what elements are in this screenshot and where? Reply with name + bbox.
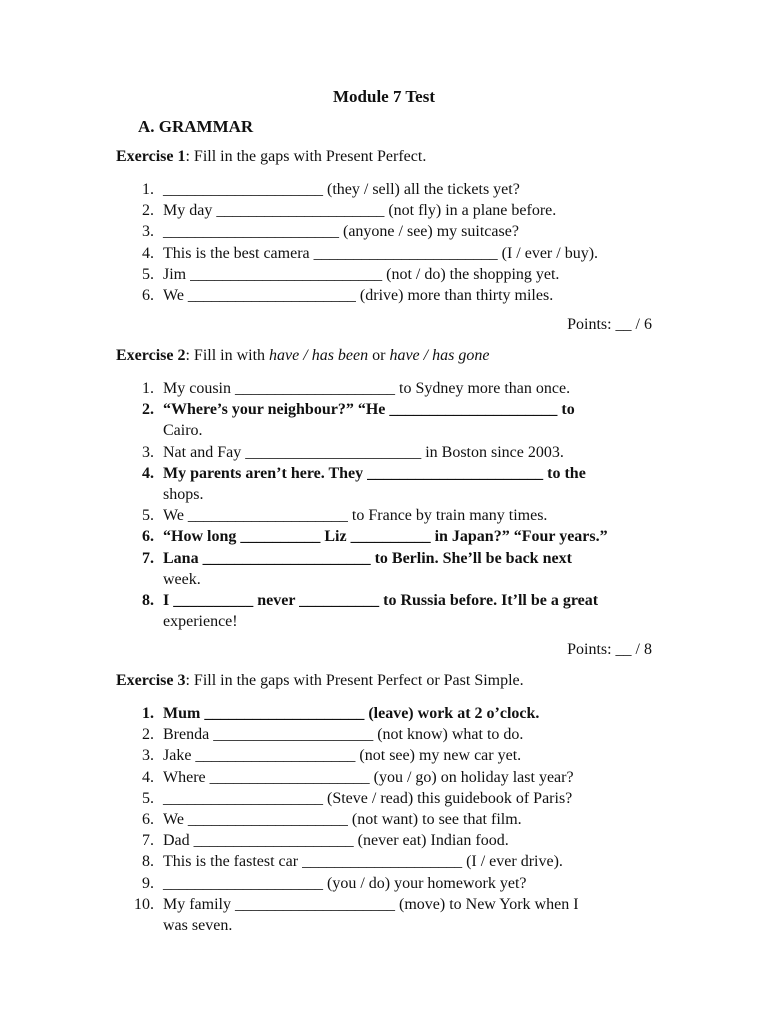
exercise-1-label: Exercise 1: [116, 148, 186, 165]
exercise-1-instruction: : Fill in the gaps with Present Perfect.: [185, 148, 427, 165]
exercise-1-heading: [116, 148, 426, 166]
list-item: 3. Jake ____________________ (not see) my new car yet.: [142, 747, 522, 765]
list-item: 4. My parents aren’t here. They ______________________ to the: [142, 464, 586, 482]
list-item: 4. Where ____________________ (you / go) on holiday last year?: [142, 768, 574, 786]
list-item: 5. Jim ________________________ (not / do) the shopping yet.: [142, 265, 560, 283]
list-item: 8. This is the fastest car ____________________ (I / ever drive).: [142, 853, 563, 871]
exercise-2-heading: Exercise 2: Fill in with have / has been or have / has gone: [116, 347, 490, 364]
list-item-continuation: week.: [163, 570, 201, 588]
list-item-continuation: Cairo.: [163, 422, 203, 440]
exercise-3-heading: [116, 672, 524, 690]
list-item: 10. My family ____________________ (move) to New York when I: [134, 895, 579, 913]
list-item: 6. We _____________________ (drive) more than thirty miles.: [142, 287, 554, 305]
exercise-2-list: [130, 378, 650, 632]
list-item: 2. Brenda ____________________ (not know) what to do.: [142, 726, 524, 744]
section-heading: A. GRAMMAR: [138, 117, 254, 136]
list-item: 8. I __________ never __________ to Russia before. It’ll be a great: [142, 592, 599, 610]
list-item: 3. Nat and Fay ______________________ in Boston since 2003.: [142, 443, 564, 461]
list-item: 4. This is the best camera _______________________ (I / ever / buy).: [142, 244, 599, 262]
list-item: 9. ____________________ (you / do) your homework yet?: [142, 874, 527, 892]
exercise-3-instruction: : Fill in the gaps with Present Perfect or Past Simple.: [185, 672, 524, 689]
list-item: 7. Dad ____________________ (never eat) Indian food.: [142, 832, 509, 850]
exercise-3-list: [130, 703, 650, 936]
list-item: 5. ____________________ (Steve / read) this guidebook of Paris?: [142, 789, 573, 807]
list-item: 2. My day _____________________ (not fly) in a plane before.: [142, 202, 557, 220]
list-item: 2. “Where’s your neighbour?” “He _____________________ to: [142, 401, 575, 419]
list-item: 1. Mum ____________________ (leave) work at 2 o’clock.: [142, 705, 540, 722]
exercise-2-points: Points: __ / 8: [567, 641, 652, 658]
page-title: Module 7 Test: [332, 87, 436, 106]
exercise-2-label: Exercise 2: [116, 347, 186, 364]
exercise-3-label: Exercise 3: [116, 672, 186, 689]
list-item: 7. Lana _____________________ to Berlin. She’ll be back next: [142, 549, 572, 567]
list-item-continuation: was seven.: [163, 917, 233, 935]
list-item: 1. My cousin ____________________ to Sydney more than once.: [142, 380, 571, 397]
list-item: 6. “How long __________ Liz __________ in Japan?” “Four years.”: [142, 528, 608, 546]
exercise-1-list: [130, 179, 650, 306]
list-item: 6. We ____________________ (not want) to see that film.: [142, 811, 522, 829]
list-item-continuation: shops.: [163, 486, 204, 504]
list-item: 3. ______________________ (anyone / see) my suitcase?: [142, 223, 519, 241]
exercise-1-points: Points: __ / 6: [567, 316, 652, 333]
list-item: 5. We ____________________ to France by train many times.: [142, 507, 548, 525]
list-item: 1. ____________________ (they / sell) all the tickets yet?: [142, 181, 520, 198]
list-item-continuation: experience!: [163, 613, 238, 631]
